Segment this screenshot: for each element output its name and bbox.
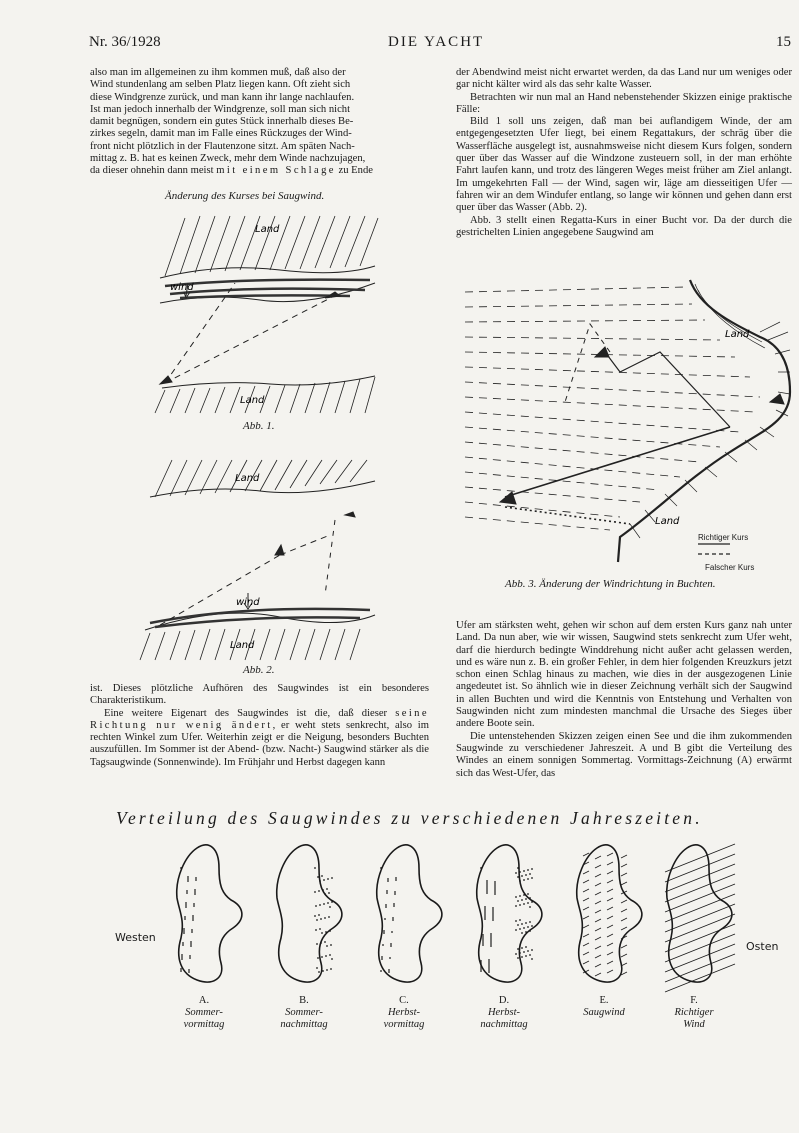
lake-label-line2: nachmittag bbox=[480, 1019, 528, 1030]
magazine-title: DIE YACHT bbox=[388, 34, 485, 50]
lake-shape bbox=[665, 844, 735, 992]
lake-label-line1: Sommer- bbox=[285, 1007, 323, 1018]
lake-label-2 bbox=[369, 995, 439, 1031]
abb2-sketch bbox=[140, 455, 380, 655]
lake-label-line1: Sommer- bbox=[185, 1007, 223, 1018]
left-para2: ist. Dieses plötzliche Aufhören des Saugwindes ist ein besonderes Charakteristikum. bbox=[90, 683, 429, 707]
left-para1-last-pre: da dieser ohnehin dann meist bbox=[90, 165, 217, 177]
abb2-wind-label: wind bbox=[236, 597, 260, 608]
issue-number: Nr. 36/1928 bbox=[89, 34, 161, 50]
lake-label-line2: Wind bbox=[683, 1019, 705, 1030]
lake-label-4 bbox=[569, 995, 639, 1019]
figure-title: Änderung des Kurses bei Saugwind. bbox=[165, 190, 325, 202]
lake-shape bbox=[377, 845, 442, 982]
lake-label-line1: Saugwind bbox=[583, 1007, 625, 1018]
lake-label-line2: nachmittag bbox=[280, 1019, 328, 1030]
abb3-land-bottom-label: Land bbox=[655, 516, 680, 527]
abb2-land-bottom-label: Land bbox=[230, 640, 255, 651]
left-para1-line: also man im allgemeinen zu ihm kommen muß, daß also der bbox=[90, 67, 346, 78]
left-column-top bbox=[90, 67, 429, 178]
abb2-caption: Abb. 2. bbox=[243, 664, 275, 676]
lake-label-0 bbox=[169, 995, 239, 1031]
abb1-land-bottom-label: Land bbox=[240, 395, 265, 406]
left-column-bottom bbox=[90, 683, 429, 769]
west-label: Westen bbox=[115, 931, 156, 944]
abb1-wind-label: wind bbox=[170, 282, 194, 293]
abb1-caption: Abb. 1. bbox=[243, 420, 275, 432]
left-para1-line: Ist man jedoch innerhalb der Windgrenze, soll man sich nicht bbox=[90, 103, 351, 115]
left-para1-line: zirkes segeln, damit man im Falle eines Rückzuges der Wind- bbox=[90, 128, 352, 140]
left-para1-line: Wind stundenlang am selben Platz liegen kann. Oft zieht sich bbox=[90, 79, 351, 91]
left-para1-line: damit begnügen, sondern ein gutes Stück innerhalb dieses Be- bbox=[90, 116, 354, 128]
lake-label-3 bbox=[469, 995, 539, 1031]
abb1-sketch bbox=[140, 208, 380, 418]
left-para1-line: diese Windgrenze zurück, und man kann ihr lange nachlaufen. bbox=[90, 91, 355, 103]
right-para5: Ufer am stärksten weht, gehen wir schon auf dem ersten Kurs ganz nah unter Land. Da nun aber, wie wir wissen, Saugwind stets senkrecht zum Ufer weht, darf die hierdurch bedingte Winddrehung nicht außer acht gelassen werden, und es wäre nun z. B. ein großer Fehler, in dem hier folgenden Kreuzkurs jetzt schon einen Schlag hinaus zu machen, wie dies in der ausgezogenen Linie angedeutet ist. So ähnlich wie in dieser Zeichnung verhält sich der Saugwind in allen Buchten und wird die Kenntnis von Entstehung und Verhalten von Saugwinden nicht zum mindesten manchmal die Ursache des Sieges über andere Boote sein. bbox=[456, 620, 792, 730]
right-para6: Die untenstehenden Skizzen zeigen einen See und die ihm zukommenden Saugwinde zu verschiedener Jahreszeit. A und B gibt die Verteilung des Windes an einem sonnigen Sommertag. Vormittags-Zeichnung (A) erwärmt sich das West-Ufer, das bbox=[456, 730, 792, 779]
page-number: 15 bbox=[776, 34, 791, 50]
right-para3: Bild 1 soll uns zeigen, daß man bei auflandigem Winde, der am entgegengesetzten Ufer liegt, bei einem Regattakurs, der schräg über die Wasserfläche ausgelegt ist, ausnahmsweise nicht diesem Kurs folgen, sondern quer über das Wasser auf die Windzone zusteuern soll, in der man erhöhte Fahrt laufen kann, und trotz des längeren Weges meist früher am Ziel anlangt. Im umgekehrten Fall — der Wind, sagen wir, läge am diesseitigen Ufer — fahren wir an dem Windufer entlang, so lange wir können und gehen dann erst quer über das Wasser (Abb. 2). bbox=[456, 116, 792, 214]
lake-label-5 bbox=[659, 995, 729, 1031]
left-para1-last-post: zu Ende bbox=[335, 165, 373, 177]
abb3-land-top-label: Land bbox=[725, 329, 750, 340]
lake-label-letter: C. bbox=[399, 995, 409, 1006]
right-para1: der Abendwind meist nicht erwartet werden, da das Land nur um weniges oder gar nicht kälter wird als das sehr kalte Wasser. bbox=[456, 67, 792, 91]
lake-label-letter: E. bbox=[599, 995, 609, 1006]
legend-correct-course: Richtiger Kurs bbox=[698, 533, 749, 542]
abb1-land-top-label: Land bbox=[255, 224, 280, 235]
lake-label-letter: B. bbox=[299, 995, 309, 1006]
right-column-top bbox=[456, 67, 792, 239]
lake-label-letter: F. bbox=[690, 995, 698, 1006]
lake-label-line1: Herbst- bbox=[487, 1007, 521, 1018]
left-para1-emph: mit einem Schlage bbox=[216, 165, 336, 177]
lake-label-1 bbox=[269, 995, 339, 1031]
lake-shape bbox=[177, 845, 242, 982]
abb2-land-top-label: Land bbox=[235, 473, 260, 484]
left-para3-emph: seine Richtung nur wenig ändert bbox=[90, 707, 429, 731]
lake-label-letter: A. bbox=[198, 995, 210, 1006]
east-label: Osten bbox=[746, 940, 779, 953]
lake-label-line1: Richtiger bbox=[674, 1007, 714, 1018]
left-para1 bbox=[90, 67, 429, 165]
lake-label-letter: D. bbox=[498, 995, 510, 1006]
lake-label-line2: vormittag bbox=[383, 1019, 425, 1030]
left-para3-pre: Eine weitere Eigenart des Saugwindes ist die, daß dieser bbox=[104, 707, 396, 719]
lake-shape bbox=[277, 845, 342, 982]
left-para3-post: , er weht stets senkrecht, also im rechten Winkel zum Ufer. Weiterhin zeigt er die Neigung, besonders Buchten auszufüllen. Im Sommer ist der Abend- (bzw. Nacht-) Saugwind stärker als die Tagsaugwinde (Sonnenwinde). Im Frühjahr und Herbst dagegen kann bbox=[90, 719, 429, 768]
distribution-banner: Verteilung des Saugwindes zu verschiedenen Jahreszeiten. bbox=[116, 808, 703, 828]
lake-shape bbox=[577, 845, 642, 982]
left-para1-line: mittag z. B. hat es keinen Zweck, mehr dem Winde nachzujagen, bbox=[90, 153, 366, 165]
lake-shape bbox=[477, 845, 542, 982]
right-para4: Abb. 3 stellt einen Regatta-Kurs in einer Bucht vor. Da der durch die gestrichelten Linien angegebene Saugwind am bbox=[456, 214, 792, 238]
lake-sketches bbox=[160, 833, 760, 993]
legend-wrong-course: Falscher Kurs bbox=[705, 563, 755, 572]
lake-label-line2: vormittag bbox=[183, 1019, 225, 1030]
right-column-bottom bbox=[456, 620, 792, 780]
right-para2: Betrachten wir nun mal an Hand nebenstehender Skizzen einige praktische Fälle: bbox=[456, 91, 792, 115]
lake-label-line1: Herbst- bbox=[387, 1007, 421, 1018]
left-para1-line: front nicht plötzlich in der Flautenzone sitzt. Am späten Nach- bbox=[90, 140, 355, 152]
abb3-sketch bbox=[460, 262, 790, 572]
abb3-caption: Abb. 3. Änderung der Windrichtung in Buchten. bbox=[505, 578, 716, 590]
